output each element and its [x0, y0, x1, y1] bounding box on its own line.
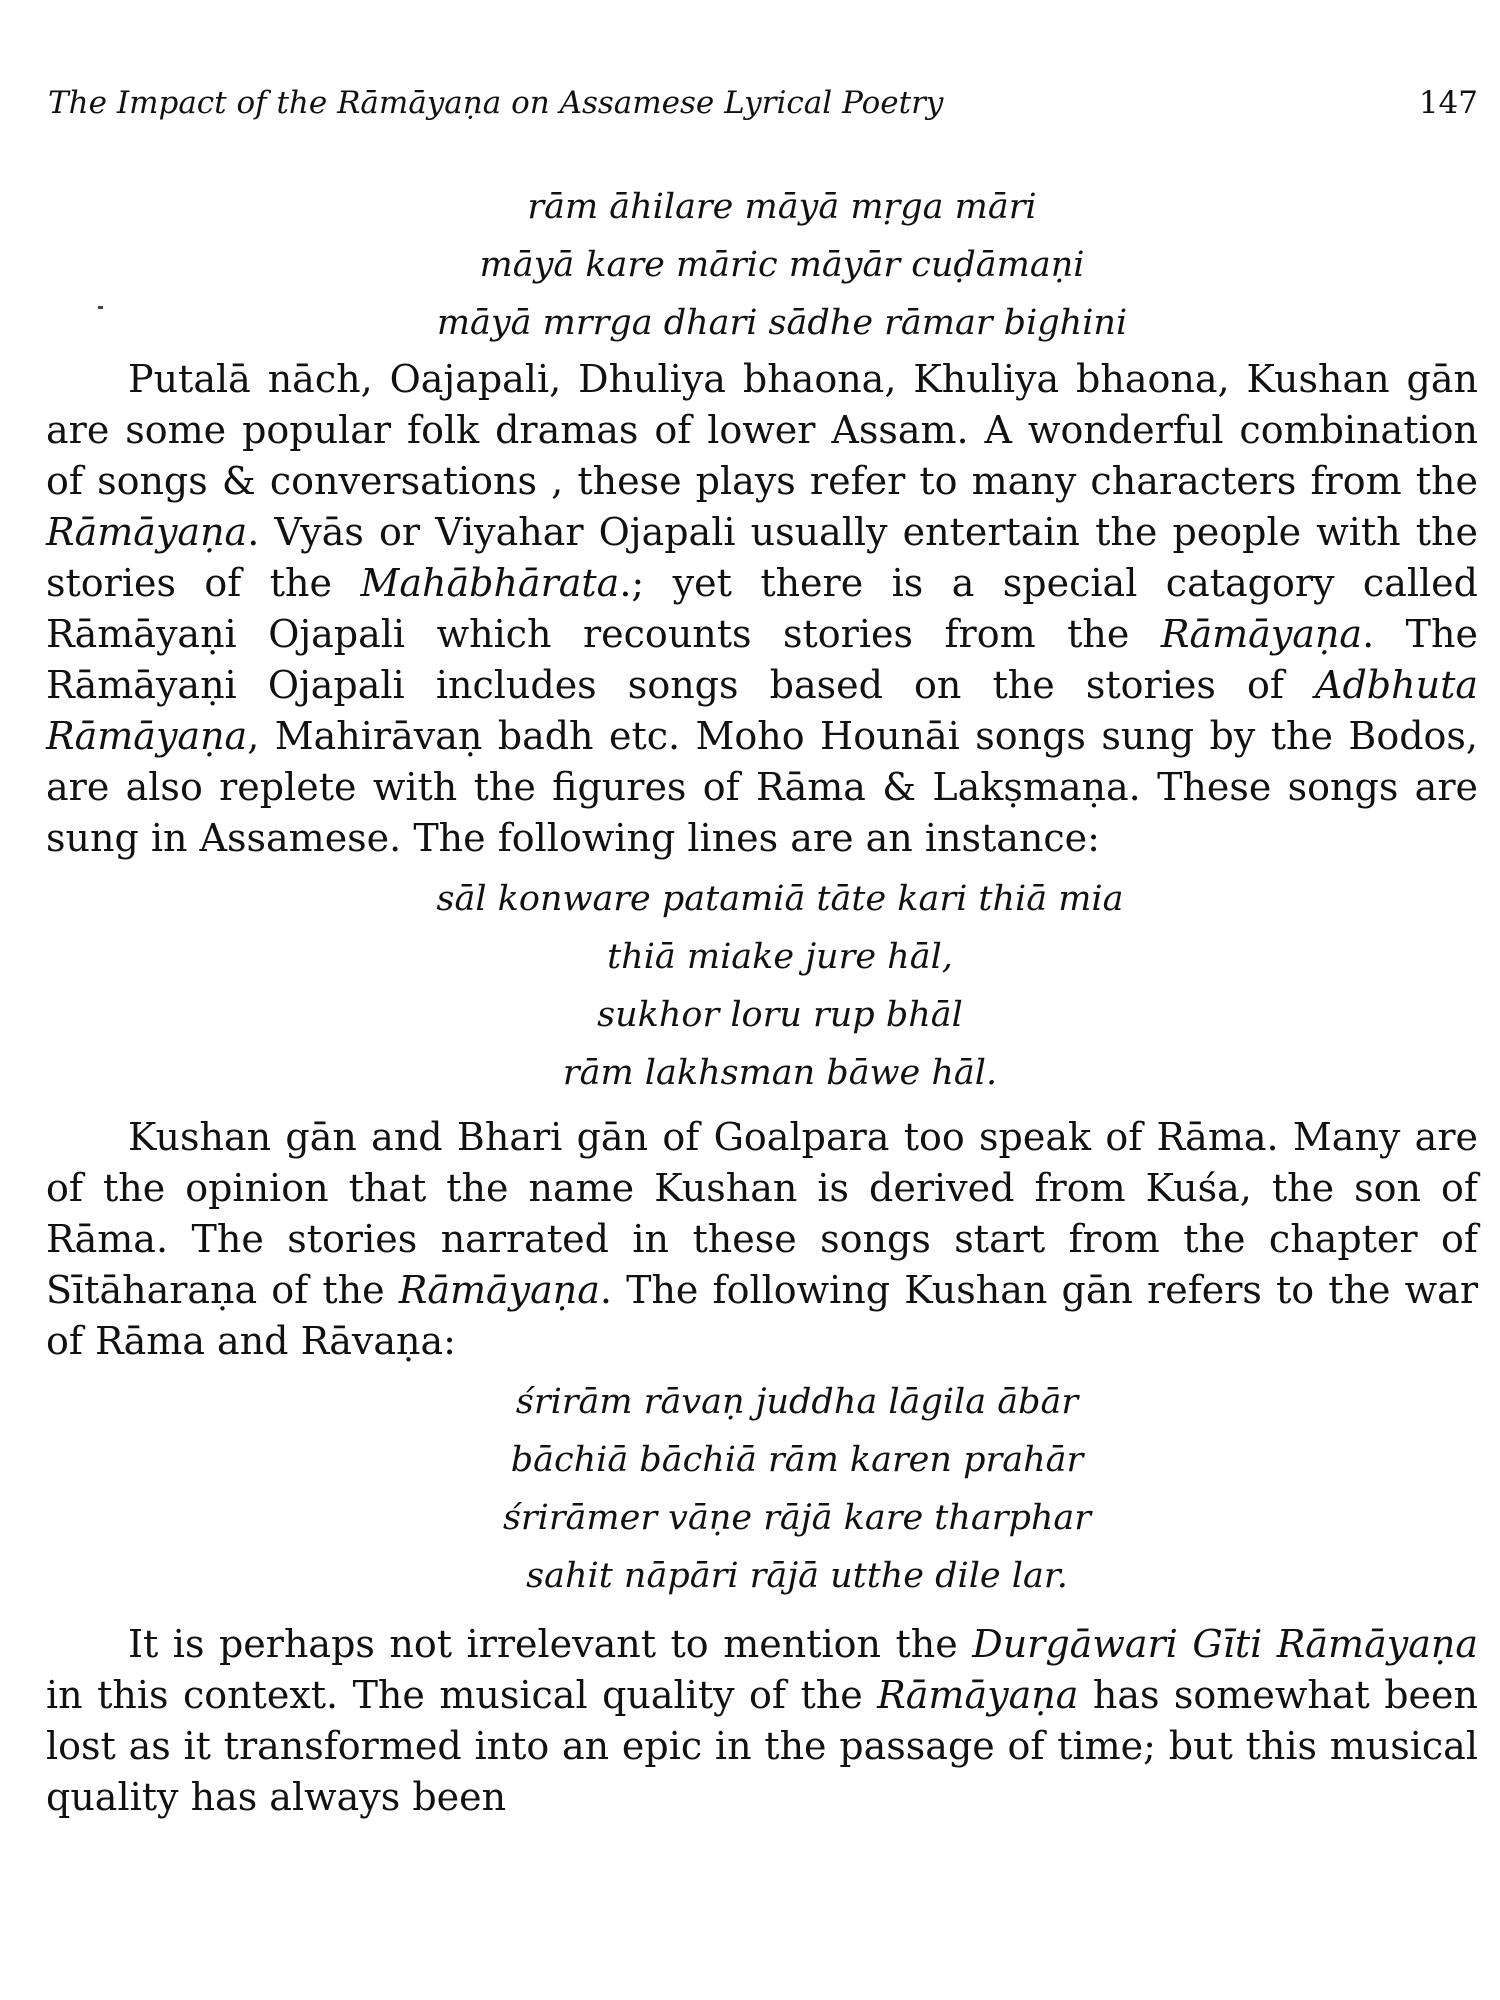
paragraph-text: Putalā nāch, Oajapali, Dhuliya bhaona, Khuliya bhaona, Kushan gān are some popular folk dramas of lower Assam. A wonderful combination of songs & conversations , these plays refer to many characters from the	[46, 357, 1478, 503]
italic-title: Adbhuta Rāmāyaṇa	[46, 663, 1478, 758]
paragraph-text: in this context. The musical quality of the	[46, 1673, 878, 1717]
verse-line: śrirāmer vāṇe rājā kare tharphar	[502, 1498, 1092, 1538]
paragraph-text: Kushan gān and Bhari gān of Goalpara too speak of Rāma. Many are of the opinion that the name Kushan is derived from Kuśa, the son of Rāma. The stories narrated in these songs start from the chapter of Sītāharaṇa of the	[46, 1115, 1478, 1312]
italic-title: Rāmāyaṇa	[46, 510, 248, 554]
paragraph-text: . Vyās or Viyahar Ojapali usually entertain the people with the stories of the	[46, 510, 1478, 605]
verse-line: rām lakhsman bāwe hāl.	[562, 1053, 998, 1093]
verse-quote-2	[82, 870, 1478, 1102]
paragraph-durgawari	[46, 1619, 1478, 1823]
paragraph-text: . The following Kushan gān refers to the war of Rāma and Rāvaṇa:	[46, 1268, 1478, 1363]
verse-line: śrirām rāvaṇ juddha lāgila ābār	[515, 1382, 1079, 1422]
paragraph-text: has somewhat been lost as it transformed into an epic in the passage of time; but this musical quality has always been	[46, 1673, 1478, 1819]
running-head: The Impact of the Rāmāyaṇa on Assamese Lyrical Poetry	[48, 85, 944, 121]
verse-quote-3	[116, 1373, 1478, 1605]
paragraph-text: It is perhaps not irrelevant to mention the	[128, 1622, 973, 1666]
paragraph-folk-dramas	[46, 354, 1478, 864]
verse-line: sukhor loru rup bhāl	[597, 995, 963, 1035]
paragraph-kushan-gan	[46, 1112, 1478, 1367]
italic-title: Rāmāyaṇa	[398, 1268, 600, 1312]
verse-line: rām āhilare māyā mṛga māri	[527, 187, 1037, 227]
italic-title: Mahābhārata	[360, 561, 620, 605]
paragraph-text: . The Rāmāyaṇi Ojapali includes songs based on the stories of	[46, 612, 1478, 707]
verse-line: sāl konware patamiā tāte kari thiā mia	[436, 879, 1124, 919]
page-body	[46, 178, 1478, 1823]
verse-line: thiā miake jure hāl,	[607, 937, 953, 977]
italic-title: Rāmāyaṇa	[1160, 612, 1363, 656]
verse-line: sahit nāpāri rājā utthe dile lar.	[526, 1556, 1068, 1596]
italic-title: Durgāwari Gīti Rāmāyaṇa	[972, 1622, 1478, 1666]
italic-title: Rāmāyaṇa	[877, 1673, 1079, 1717]
verse-line: māyā mrrga dhari sādhe rāmar bighini	[436, 303, 1128, 343]
paragraph-text: .; yet there is a special catagory called Rāmāyaṇi Ojapali which recounts stories from the	[46, 561, 1478, 656]
verse-line: māyā kare māric māyār cuḍāmaṇi	[479, 245, 1085, 285]
page-number: 147	[1418, 85, 1478, 121]
verse-quote-1	[86, 178, 1478, 352]
verse-line: bāchiā bāchiā rām karen prahār	[510, 1440, 1084, 1480]
paragraph-text: , Mahirāvaṇ badh etc. Moho Hounāi songs sung by the Bodos, are also replete with the figures of Rāma & Lakṣmaṇa. These songs are sung in Assamese. The following lines are an instance:	[46, 714, 1478, 860]
page-header	[48, 78, 1478, 128]
